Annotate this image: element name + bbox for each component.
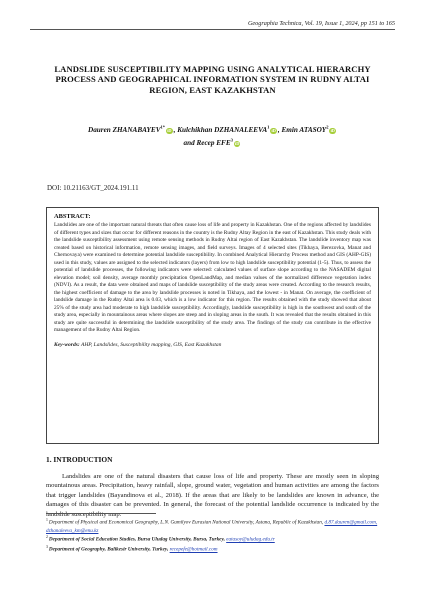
footnote-email[interactable]: d.87.dauren@gmail.com, dzhanaleeva_km@enu.kz [46, 519, 378, 534]
author-2: Kulchikhan DZHANALEEVA$^1$iD , [177, 125, 282, 135]
author-name: and Recep EFE [183, 139, 231, 148]
author-name: Emin ATASOY [281, 126, 327, 135]
author-3 [282, 126, 337, 134]
footnote-institution: Department of Social Education Studies, Bursa Uludag University, Bursa, Turkey, [48, 537, 225, 544]
author-affiliation-mark: 2 [326, 125, 329, 130]
keywords-label: Key-words: [54, 341, 80, 348]
footnote-1: $^1$Department of Physical and Economical Geography, L.N. Gumilyov Eurasian National University, Astana, Republic of Kazakhstan, d.87.dauren@gmail.com, dzhanaleeva_km@enu.kz [46, 518, 378, 534]
orcid-icon[interactable]: iD [167, 127, 172, 133]
abstract-text: Landslides are one of the important natural threats that often cause loss of life and property in Kazakhstan. One of the regions affected by landslides of different types and sizes that occur for different reasons in the country is the Rudny Altay Region in the east of Kazakhstan. This study deals with the landslide susceptibility assessment using remote sensing methods in Rudny Altai region of East Kazakhstan. The landslide inventory map was created based on historical information, remote sensing images, and field surveys. Images of 4 selected sites (Tikhaya, Berezovka, Manat and Chernovaya) were examined to determine potential landslide susceptibility. In combined Analytical Hierarchy Process method and GIS (AHP-GIS) used in this study, values are assigned to the selected indicators (layers) from low to high landslide susceptibility potential (1-5). Thus, to assess the potential of landslide processes, the following indicators were selected: calculated values of surface slope according to the NASADEM digital elevation model; soil density, average monthly precipitation OpenLandMap, and median values of the normalized difference vegetation index (NDVI). As a result, the data were obtained and maps of landslide susceptibility of the study areas were created. According to the research results, the highest coefficient of damage to the area by landslide processes is noted in Tikhaya, and the lowest - in Manat. On average, the coefficient of landslide damage in the Rudny Altai area is 0.03, which is a low indicator for this region. The results obtained with the study showed that about 25% of the study area had moderate to high landslide susceptibility. Accordingly, landslide susceptibility is high in the southwest and south of the study area, especially in mountainous areas where slopes are steep and in sloping areas in the south. It was revealed that the results obtained in this study are quite successful in determining the landslide susceptibility of the study area. The findings of the study can contribute in the effective management of the Rudny Altai Region. [54, 222, 371, 334]
author-affiliation-mark: 3 [230, 137, 233, 143]
orcid-icon[interactable]: iD [330, 127, 335, 133]
footnotes [46, 518, 379, 554]
author-name: Dauren ZHANABAYEV [88, 126, 161, 135]
introduction-text: Landslides are one of the natural disasters that cause loss of life and property. These are mostly seen in sloping mountainous areas. Precipitation, heavy rainfall, slope, ground water, vegetation and human activities are among the factors that trigger landslides (Bayandinova et al., 2018). If the areas that are likely to be landslides are known in advance, the damages of this disaster can be prevented. In general, the forecast of the potential landslide occurrence is indicated by the landslide susceptibility map. [46, 473, 379, 518]
orcid-icon[interactable]: iD [271, 127, 276, 133]
author-4 [184, 139, 242, 147]
author-1: Dauren $ZHANABAYEV^{1*}iD$ , [88, 125, 178, 135]
footnote-email[interactable]: recepefe@hotmail.com [169, 546, 218, 553]
paper-title: LANDSLIDE SUSCEPTIBILITY MAPPING USING ANALYTICAL HIERARCHY PROCESS AND GEOGRAPHICAL INFORMATION SYSTEM IN RUDNY ALTAI REGION, EAST KAZAKHSTAN [54, 64, 371, 95]
footnote-rule [46, 513, 156, 514]
abstract-heading: ABSTRACT: [54, 213, 91, 220]
orcid-icon[interactable]: iD [235, 140, 240, 146]
abstract-box [46, 207, 379, 444]
section-heading: 1. INTRODUCTION [46, 455, 113, 464]
author-affiliation-mark: 1 [267, 125, 270, 130]
footnote-institution: Department of Geography, Balikesir University, Turkey, [48, 546, 169, 553]
keywords-list: AHP, Landslides, Susceptibility mapping, GIS, East Kazakhstan [80, 341, 222, 348]
footnote-2: $^2$Department of Social Education Studies, Bursa Uludag University, Bursa, Turkey, eatasoy@uludag.edu.tr [46, 535, 275, 544]
footnote-3: $^3$Department of Geography, Balikesir University, Turkey, recepefe@hotmail.com [46, 544, 218, 553]
author-list [40, 124, 385, 150]
author-affiliation-mark: 1* [160, 125, 166, 130]
footnote-institution: Department of Physical and Economical Geography, L.N. Gumilyov Eurasian National University, Astana, Republic of Kazakhstan, [48, 519, 324, 526]
keywords [54, 342, 371, 348]
author-name: Kulchikhan DZHANALEEVA [177, 126, 268, 135]
running-head: Geographia Technica, Vol. 19, Issue 1, 2024, pp 151 to 165 [247, 20, 395, 27]
doi[interactable]: DOI: 10.21163/GT_2024.191.11 [47, 184, 139, 192]
header-rule [30, 29, 395, 30]
footnote-email[interactable]: eatasoy@uludag.edu.tr [226, 537, 275, 544]
